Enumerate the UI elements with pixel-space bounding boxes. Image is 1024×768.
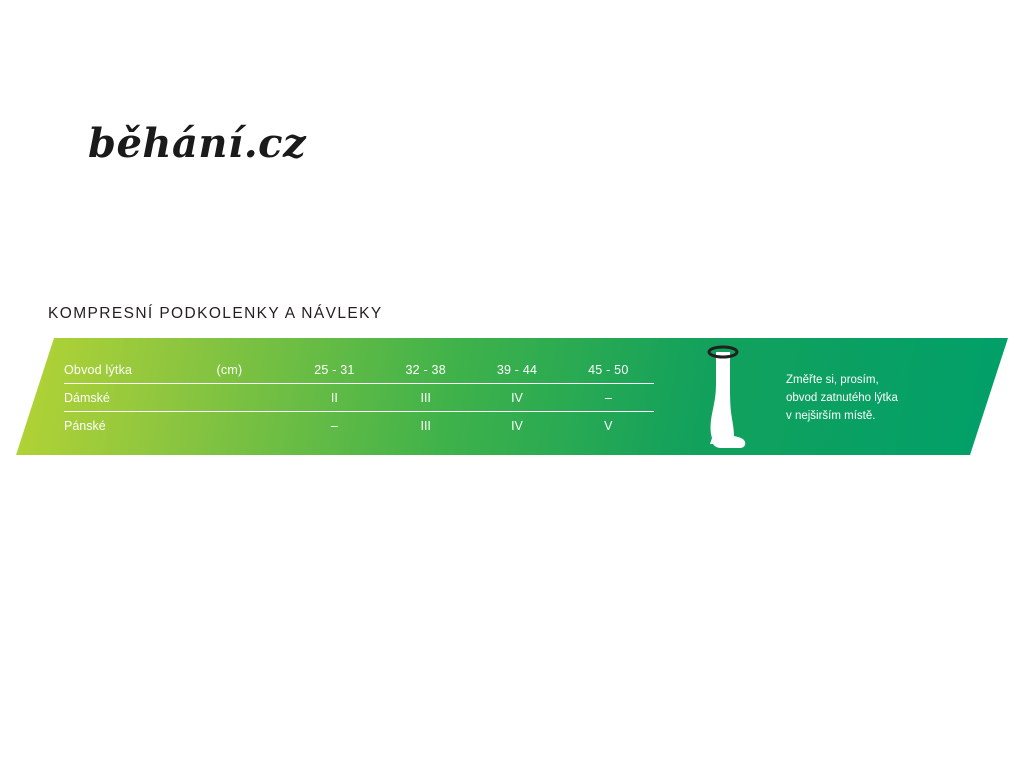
measurement-note xyxy=(786,372,976,425)
cell-value: IV xyxy=(471,384,562,412)
row-label: Dámské xyxy=(64,384,217,412)
note-line-2: obvod zatnutého lýtka xyxy=(786,391,898,404)
page-title: KOMPRESNÍ PODKOLENKY A NÁVLEKY xyxy=(48,305,383,322)
cell-value: – xyxy=(330,418,338,433)
row-unit: (cm) xyxy=(217,356,289,384)
size-table xyxy=(64,356,654,439)
table-row xyxy=(64,356,654,384)
cell-value: IV xyxy=(511,418,523,433)
cell-value: 45 - 50 xyxy=(563,356,654,384)
note-line-3: v nejširším místě. xyxy=(786,409,876,422)
cell-value: 25 - 31 xyxy=(289,356,380,384)
cell-value: – xyxy=(563,384,654,412)
row-unit xyxy=(217,412,289,440)
cell-value: 39 - 44 xyxy=(471,356,562,384)
compression-sock-leg-icon xyxy=(688,344,768,452)
cell-value: V xyxy=(604,418,613,433)
cell-value: II xyxy=(289,384,380,412)
row-label: Obvod lýtka xyxy=(64,356,217,384)
cell-value: 32 - 38 xyxy=(380,356,471,384)
note-line-1: Změřte si, prosím, xyxy=(786,374,879,386)
row-unit xyxy=(217,384,289,412)
size-chart-banner xyxy=(16,338,1008,455)
row-label: Pánské xyxy=(64,418,106,433)
table-row xyxy=(64,384,654,412)
cell-value: III xyxy=(420,418,431,433)
cell-value: III xyxy=(380,384,471,412)
table-row xyxy=(64,412,654,440)
site-logo: běhání.cz xyxy=(88,120,307,167)
